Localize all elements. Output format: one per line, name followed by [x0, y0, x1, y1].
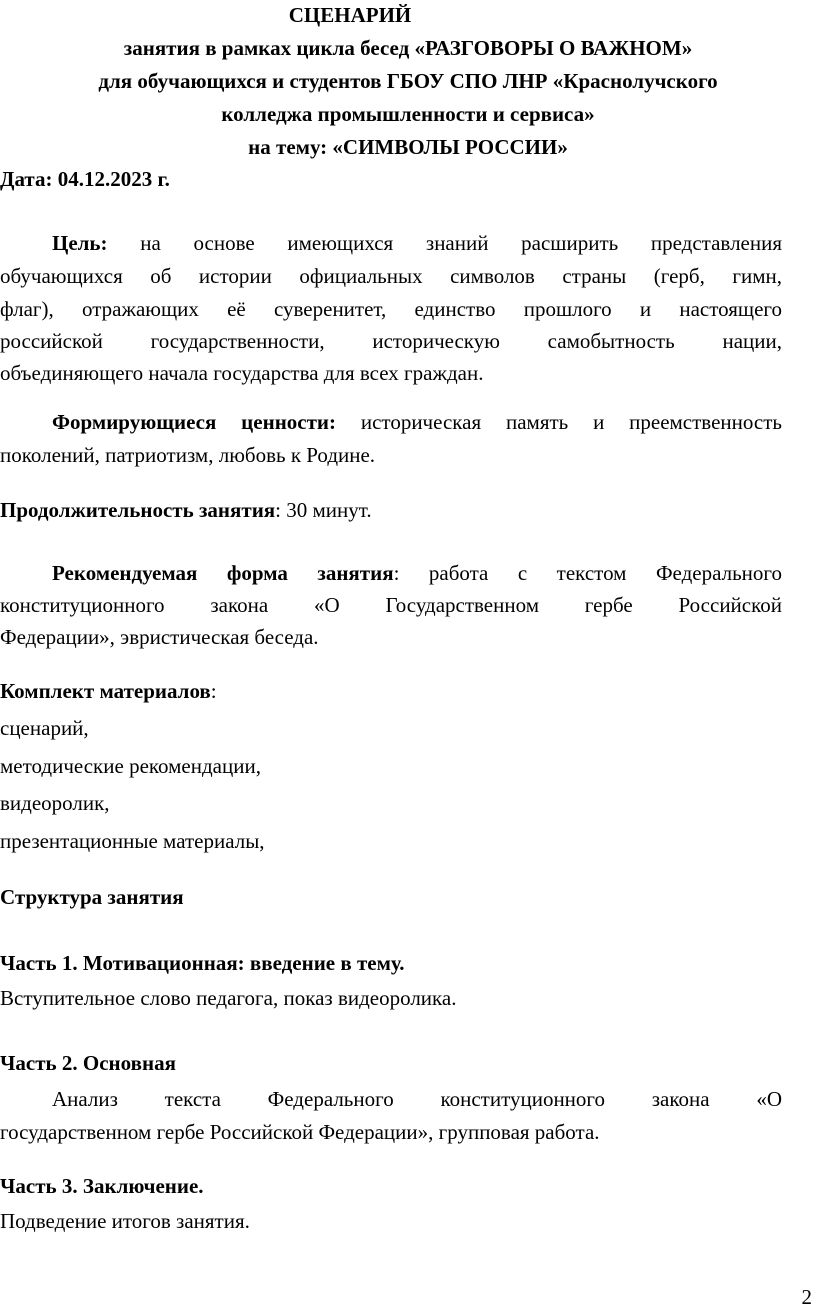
values-text-1: историческая память и преемственность [360, 410, 782, 434]
goal-line-3: флаг), отражающих её суверенитет, единство прошлого и настоящего [0, 297, 782, 321]
document-subtitle-line-3: колледжа промышленности и сервиса» [221, 102, 595, 126]
page-number: 2 [801, 1285, 812, 1309]
materials-label: Комплект материалов [0, 679, 211, 703]
structure-heading: Структура занятия [0, 885, 184, 909]
part2-line-2: государственном гербе Российской Федерации», групповая работа. [0, 1120, 600, 1144]
goal-label: Цель: [52, 231, 108, 255]
document-topic: на тему: «СИМВОЛЫ РОССИИ» [248, 135, 568, 159]
form-text-1: : работа с текстом Федерального [393, 561, 782, 585]
materials-item: сценарий, [0, 716, 89, 740]
part2-line-1: Анализ текста Федерального конституционного закона «О [52, 1087, 782, 1111]
materials-heading [0, 678, 782, 704]
document-title: СЦЕНАРИЙ [288, 3, 412, 27]
document-subtitle-line-2: для обучающихся и студентов ГБОУ СПО ЛНР «Краснолучского [98, 69, 718, 93]
duration-label: Продолжительность занятия [0, 498, 276, 522]
materials-item: презентационные материалы, [0, 829, 265, 853]
duration-text: : 30 минут. [275, 498, 372, 522]
goal-line-1 [52, 230, 782, 256]
goal-text-1: на основе имеющихся знаний расширить представления [140, 231, 783, 255]
form-label: Рекомендуемая форма занятия [52, 561, 394, 585]
duration-line [0, 497, 782, 523]
document-subtitle-line-1: занятия в рамках цикла бесед «РАЗГОВОРЫ О ВАЖНОМ» [123, 36, 693, 60]
part2-title: Часть 2. Основная [0, 1051, 176, 1075]
part3-text: Подведение итогов занятия. [0, 1209, 250, 1233]
part3-title: Часть 3. Заключение. [0, 1174, 204, 1198]
values-line-1 [52, 409, 782, 435]
values-line-2: поколений, патриотизм, любовь к Родине. [0, 443, 376, 467]
part1-title: Часть 1. Мотивационная: введение в тему. [0, 951, 405, 975]
goal-line-4: российской государственности, историческую самобытность нации, [0, 329, 782, 353]
part1-text: Вступительное слово педагога, показ видеоролика. [0, 986, 457, 1010]
form-line-1 [52, 560, 782, 586]
form-line-2: конституционного закона «О Государственном гербе Российской [0, 593, 782, 617]
goal-line-5: объединяющего начала государства для всех граждан. [0, 361, 484, 385]
document-date: Дата: 04.12.2023 г. [0, 167, 170, 191]
materials-colon: : [210, 679, 217, 703]
materials-item: методические рекомендации, [0, 754, 261, 778]
form-line-3: Федерации», эвристическая беседа. [0, 625, 319, 649]
values-label: Формирующиеся ценности: [52, 410, 337, 434]
goal-line-2: обучающихся об истории официальных символов страны (герб, гимн, [0, 264, 782, 288]
materials-item: видеоролик, [0, 791, 110, 815]
